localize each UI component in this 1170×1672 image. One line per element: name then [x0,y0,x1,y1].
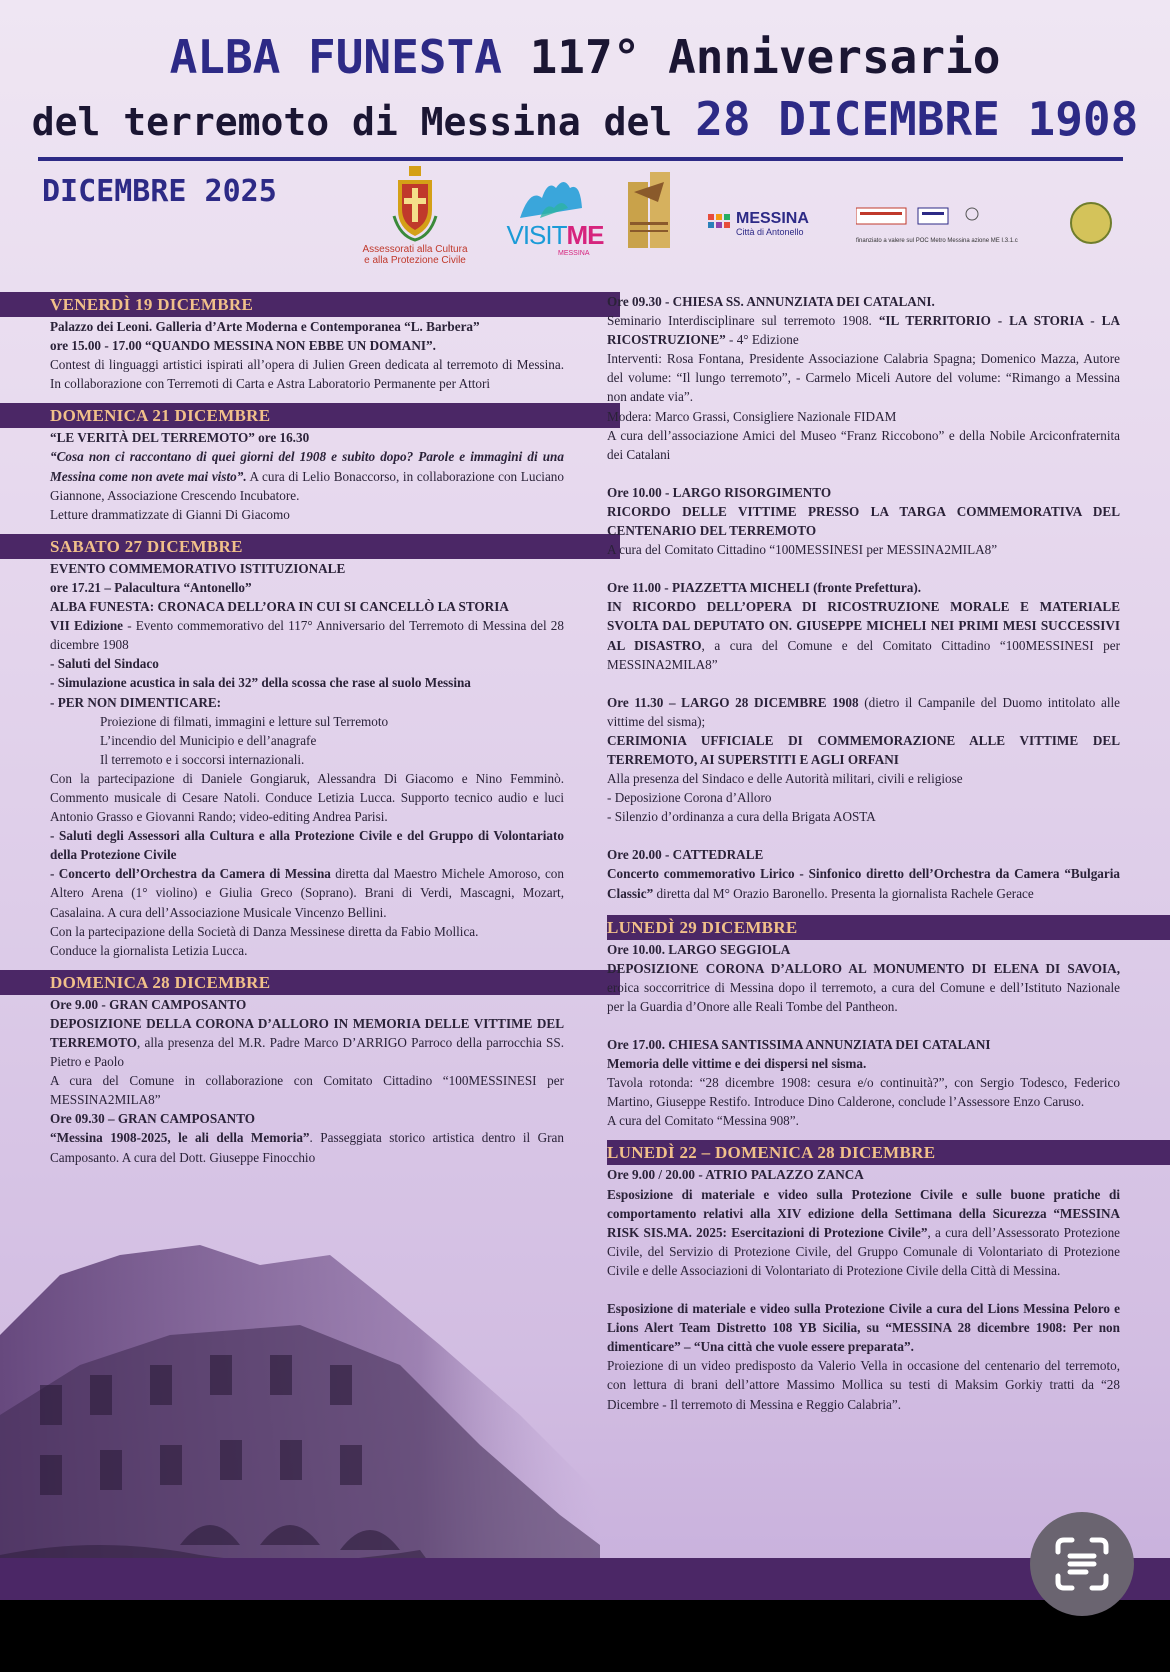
event-description [50,1014,564,1071]
text-scan-icon [1030,1512,1134,1616]
concert-details: diretta dal Maestro Michele Amoroso, con Altero Arena (1° violino) e Giulia Greco (Soprano). Brani di Verdi, Mascagni, Mozart, Casalaina. A cura dell’Associazione Musicale Vincenzo Bellini. [50,866,564,920]
micheli-credits: , a cura del Comune e del Comitato Cittadino “100MESSINESI per MESSINA2MILA8” [607,637,1120,672]
concert-details: diretta dal M° Orazio Baronello. Presenta la giornalista Rachele Gerace [653,885,1034,901]
ruins-illustration [0,1215,600,1600]
concert-title: - Concerto dell’Orchestra da Camera di Messina [50,866,331,882]
event-credits: A cura del Comitato “Messina 908”. [607,1113,799,1129]
event-title: EVENTO COMMEMORATIVO ISTITUZIONALE [50,560,346,576]
program-item: - PER NON DIMENTICARE: [50,694,222,710]
event-time: Ore 11.00 - PIAZZETTA MICHELI (fronte Prefettura). [607,580,922,596]
ceremony-title: DEPOSIZIONE DELLA CORONA D’ALLORO IN MEMORIA DELLE VITTIME DEL TERREMOTO [50,1015,564,1050]
bottom-strip [0,1558,1170,1600]
header [0,0,1170,209]
program-item: - Silenzio d’ordinanza a cura della Brigata AOSTA [607,809,876,825]
event-description [607,1185,1120,1280]
event-description [607,959,1120,1016]
visit-text: VISIT [506,220,567,250]
event-description [50,447,564,504]
subtitle-date: 28 DICEMBRE 1908 [695,92,1139,146]
seminar-text: Seminario Interdisciplinare sul terremoto 1908. [607,313,879,329]
event-description [607,864,1120,902]
largo-time: Ore 11.30 – LARGO 28 DICEMBRE 1908 [607,694,859,710]
event-time: Ore 17.00. CHIESA SANTISSIMA ANNUNZIATA DEI CATALANI [607,1037,991,1052]
logos-row [0,160,1170,270]
program-subitem: Proiezione di filmati, immagini e letture sul Terremoto [100,713,389,729]
seal-icon [1070,202,1112,244]
micheli-title: IN RICORDO DELL’OPERA DI RICOSTRUZIONE MORALE E MATERIALE SVOLTA DAL DEPUTATO ON. GIUSEPPE MICHELI NEI PRIMI MESI SUCCESSIVI AL DISASTRO [607,599,1120,653]
largo-note: (dietro il Campanile del Duomo intitolato alle vittime del sisma); [607,694,1120,729]
event-description [607,311,1120,349]
wreath-details: eroica soccorritrice di Messina dopo il terremoto, a cura del Comune e dell’Istituto Nazionale per la Guardia d’Onore alle Reali Tombe del Pantheon. [607,979,1120,1014]
subtitle [0,92,1170,146]
seminar-title: “IL TERRITORIO - LA STORIA - LA RICOSTRUZIONE” [607,313,1120,348]
bottom-bar [0,1600,1170,1672]
event-venue: Palazzo dei Leoni. Galleria d’Arte Moderna e Contemporanea “L. Barbera” [50,319,480,334]
assessorati-line-1: Assessorati alla Cultura [362,244,468,255]
square-icon [708,214,714,220]
day-header: DOMENICA 21 DICEMBRE [0,403,620,428]
event-readings: Letture drammatizzate di Gianni Di Giacomo [50,506,290,522]
square-icon [708,222,714,228]
day-header: LUNEDÌ 22 – DOMENICA 28 DICEMBRE [607,1140,1170,1165]
assessorati-label [350,244,480,266]
event-title: Memoria delle vittime e dei dispersi nel sisma. [607,1056,867,1072]
seminar-edition: - 4° Edizione [725,332,799,348]
main-title [0,30,1170,84]
concert-title: Concerto commemorativo Lirico - Sinfonico diretto dell’Orchestra da Camera “Bulgaria Classic” [607,866,1120,901]
square-icon [724,214,730,220]
subtitle-text: del terremoto di Messina del [31,100,673,144]
edition-text: - Evento commemorativo del 117° Anniversario del Terremoto di Messina del 28 dicembre 1908 [50,618,564,653]
day-header: VENERDÌ 19 DICEMBRE [0,292,620,317]
month-label: DICEMBRE 2025 [42,174,277,209]
partner-logos-icon [856,204,986,230]
event-time [607,693,1120,731]
event-credits: A cura del Comune in collaborazione con Comitato Cittadino “100MESSINESI per MESSINA2MILA8” [50,1073,564,1108]
event-time: Ore 09.30 – GRAN CAMPOSANTO [50,1111,256,1127]
event-description [607,597,1120,673]
text-scan-button[interactable] [1030,1512,1134,1616]
event-description: Esposizione di materiale e video sulla Protezione Civile a cura del Lions Messina Peloro e Lions Alert Team Distretto 108 YB Sicilia, su “MESSINA 28 dicembre 1908: Per non dimenticare” – “Una città che vuole essere preparata”. [607,1301,1120,1355]
square-icon [716,214,722,220]
program-item: - Deposizione Corona d’Alloro [607,790,772,806]
wreath-title: DEPOSIZIONE CORONA D’ALLORO AL MONUMENTO DI ELENA DI SAVOIA, [607,960,1120,976]
walk-title: “Messina 1908-2025, le ali della Memoria” [50,1130,310,1146]
event-description [50,616,564,654]
event-quote: “Cosa non ci raccontano di quei giorni del 1908 e subito dopo? Parole e immagini di una Messina come non avete mai visto”. [50,449,564,484]
messina-logo [706,210,826,240]
edition: VII Edizione [50,618,124,634]
messina-sub: Città di Antonello [736,227,804,237]
program-item: - Saluti del Sindaco [50,656,159,672]
day-header: LUNEDÌ 29 DICEMBRE [607,915,1170,940]
left-column [50,292,564,1167]
event-time: ore 17.21 – Palacultura “Antonello” [50,579,252,595]
program-subitem: Il terremoto e i soccorsi internazionali. [100,751,305,767]
event-time: Ore 10.00. LARGO SEGGIOLA [607,941,791,957]
event-time: Ore 09.30 - CHIESA SS. ANNUNZIATA DEI CATALANI. [607,294,935,309]
event-time: ore 15.00 - 17.00 “QUANDO MESSINA NON EBBE UN DOMANI”. [50,338,436,354]
event-credits: A cura di Lelio Bonaccorso, in collaborazione con Luciano Giannone, Associazione Crescendo Incubatore. [50,468,564,503]
funded-note: finanziato a valere sul POC Metro Messina azione ME I.3.1.c [856,238,1018,244]
ceremony-details: , alla presenza del M.R. Padre Marco D’ARRIGO Parroco della parrocchia SS. Pietro e Paolo [50,1035,564,1070]
title-anniversario: 117° Anniversario [529,30,1001,84]
program-item: - Saluti degli Assessori alla Cultura e alla Protezione Civile e del Gruppo di Volontariato della Protezione Civile [50,828,564,863]
expo-details: , a cura dell’Assessorato Protezione Civile, del Servizio di Protezione Civile, del Gruppo Comunale di Volontariato di Protezione Civile e delle Associazioni di Volontariato di Protezione Civile della Città di Messina. [607,1224,1121,1278]
visitme-wordmark [500,220,610,251]
event-host: Conduce la giornalista Letizia Lucca. [50,942,248,958]
me-text: ME [566,220,604,250]
visitme-logo [500,180,610,257]
square-icon [724,222,730,228]
event-description [50,1128,564,1166]
event-subtitle: ALBA FUNESTA: CRONACA DELL’ORA IN CUI SI CANCELLÒ LA STORIA [50,599,509,615]
event-credits: Con la partecipazione della Società di Danza Messinese diretta da Fabio Mollica. [50,923,479,939]
event-title: RICORDO DELLE VITTIME PRESSO LA TARGA COMMEMORATIVA DEL CENTENARIO DEL TERREMOTO [607,503,1120,539]
program-item: - Simulazione acustica in sala dei 32” della scossa che rase al suolo Messina [50,675,471,691]
waves-icon [512,180,592,220]
event-credits: Con la partecipazione di Daniele Gongiaruk, Alessandra Di Giacomo e Nino Femminò. Commento musicale di Cesare Natoli. Conduce Letizia Lucca. Supporto tecnico audio e luci Antonio Grasso e Giovanni Rando; video-editing Andrea Parisi. [50,770,564,825]
walk-details: . Passeggiata storico artistica dentro il Gran Camposanto. A cura del Dott. Giuseppe Finocchio [50,1130,564,1165]
event-title: “LE VERITÀ DEL TERREMOTO” ore 16.30 [50,430,310,446]
visitme-sub: MESSINA [558,250,590,257]
book-logo-icon [624,172,674,252]
event-description: Alla presenza del Sindaco e delle Autorità militari, civili e religiose [607,771,963,787]
event-speakers: Interventi: Rosa Fontana, Presidente Associazione Calabria Spagna; Domenico Mazza, Autore del volume: “Il lungo terremoto”, - Carmelo Miceli Autore del volume: “Rimango a Messina non andate via”. [607,351,1120,405]
messina-crest-icon [392,166,438,242]
event-time: Ore 20.00 - CATTEDRALE [607,847,764,863]
program-subitem: L’incendio del Municipio e dell’anagrafe [100,732,317,748]
messina-wordmark: MESSINA [736,210,809,227]
event-time: Ore 9.00 / 20.00 - ATRIO PALAZZO ZANCA [607,1167,864,1183]
event-description: Proiezione di un video predisposto da Valerio Vella in occasione del centenario del terremoto, con lettura di brani dell’attore Massimo Mollica su testi di Maksim Gorkiy tratti da “28 Dicembre - Il terremoto di Messina e Reggio Calabria”. [607,1358,1120,1412]
event-time: Ore 9.00 - GRAN CAMPOSANTO [50,996,247,1012]
event-description: Tavola rotonda: “28 dicembre 1908: cesura e/o continuità?”, con Sergio Todesco, Federico Martino, Giuseppe Restifo. Introduce Dino Calderone, conclude l’Assessore Enzo Caruso. [607,1075,1120,1110]
event-description: Contest di linguaggi artistici ispirati all’opera di Julien Green dedicata al terremoto di Messina. In collaborazione con Terremoti di Carta e Astra Laboratorio Permanente per Attori [50,357,564,392]
expo-title: Esposizione di materiale e video sulla Protezione Civile e sulle buone pratiche di comportamento relativi alla XIV edizione della Settimana della Sicurezza “MESSINA RISK SIS.MA. 2025: Esercitazioni di Protezione Civile” [607,1186,1120,1240]
day-header: SABATO 27 DICEMBRE [0,534,620,559]
program-item [50,864,564,921]
square-icon [716,222,722,228]
title-alba-funesta: ALBA FUNESTA [169,30,502,84]
event-credits: A cura dell’associazione Amici del Museo “Franz Riccobono” e della Nobile Arciconfraternita dei Catalani [607,427,1120,462]
right-column [607,292,1120,1414]
assessorati-line-2: e alla Protezione Civile [364,255,466,266]
event-moderator: Modera: Marco Grassi, Consigliere Nazionale FIDAM [607,408,897,424]
event-time: Ore 10.00 - LARGO RISORGIMENTO [607,484,832,500]
event-title: CERIMONIA UFFICIALE DI COMMEMORAZIONE ALLE VITTIME DEL TERREMOTO, AI SUPERSTITI E AGLI ORFANI [607,732,1120,767]
day-header: DOMENICA 28 DICEMBRE [0,970,620,995]
event-credits: A cura del Comitato Cittadino “100MESSINESI per MESSINA2MILA8” [607,542,998,558]
